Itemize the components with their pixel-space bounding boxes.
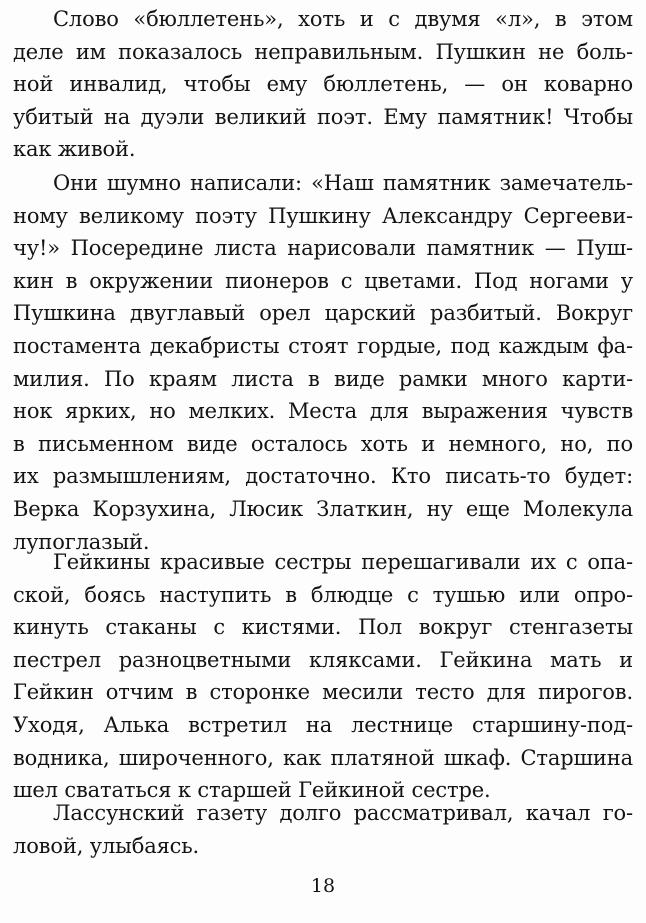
text-line: ловой, улыбаясь.	[13, 833, 200, 858]
text-line: кинуть стаканы с кистями. Пол вокруг стенгазеты	[13, 615, 633, 640]
text-line: лупоглазый.	[13, 529, 150, 554]
text-line: ской, боясь наступить в блюдце с тушью или опро-	[13, 582, 633, 607]
text-line: ному великому поэту Пушкину Александру Сергееви-	[13, 203, 633, 228]
paragraph-4	[13, 797, 633, 862]
text-line: водника, широченного, как платяной шкаф. Старшина	[13, 745, 633, 770]
text-line: Гейкин отчим в сторонке месили тесто для пирогов.	[13, 680, 633, 705]
text-line: кин в окружении пионеров с цветами. Под ногами у	[13, 268, 633, 293]
text-line: ной инвалид, чтобы ему бюллетень, — он коварно	[13, 72, 633, 97]
text-line: их размышлениям, достаточно. Кто писать-то будет:	[13, 464, 633, 489]
text-line: постамента декабристы стоят гордые, под каждым фа-	[13, 333, 633, 358]
text-line: Уходя, Алька встретил на лестнице старшину-под-	[13, 712, 633, 737]
paragraph-2	[13, 167, 633, 558]
text-line: в письменном виде осталось хоть и немного, но, по	[13, 431, 633, 456]
text-line: Лассунский газету долго рассматривал, качал го-	[53, 801, 633, 825]
text-line: Они шумно написали: «Наш памятник замечатель-	[53, 171, 633, 195]
text-line: чу!» Посередине листа нарисовали памятник — Пуш-	[13, 236, 633, 261]
text-line: как живой.	[13, 137, 136, 162]
text-line: Верка Корзухина, Люсик Златкин, ну еще Молекула	[13, 496, 633, 521]
text-line: Пушкина двуглавый орел царский разбитый. Вокруг	[13, 301, 633, 326]
text-line: милия. По краям листа в виде рамки много карти-	[13, 366, 633, 391]
text-line: нок ярких, но мелких. Места для выражения чувств	[13, 399, 633, 424]
page-number: 18	[310, 875, 336, 897]
text-line: Слово «бюллетень», хоть и с двумя «л», в этом	[53, 7, 633, 31]
text-line: деле им показалось неправильным. Пушкин не боль-	[13, 39, 633, 64]
paragraph-1	[13, 3, 633, 166]
text-line: Гейкины красивые сестры перешагивали их с опа-	[53, 550, 633, 574]
text-line: убитый на дуэли великий поэт. Ему памятник! Чтобы	[13, 104, 633, 129]
text-line: шел свататься к старшей Гейкиной сестре.	[13, 778, 491, 803]
paragraph-3	[13, 546, 633, 807]
text-line: пестрел разноцветными кляксами. Гейкина мать и	[13, 647, 633, 672]
